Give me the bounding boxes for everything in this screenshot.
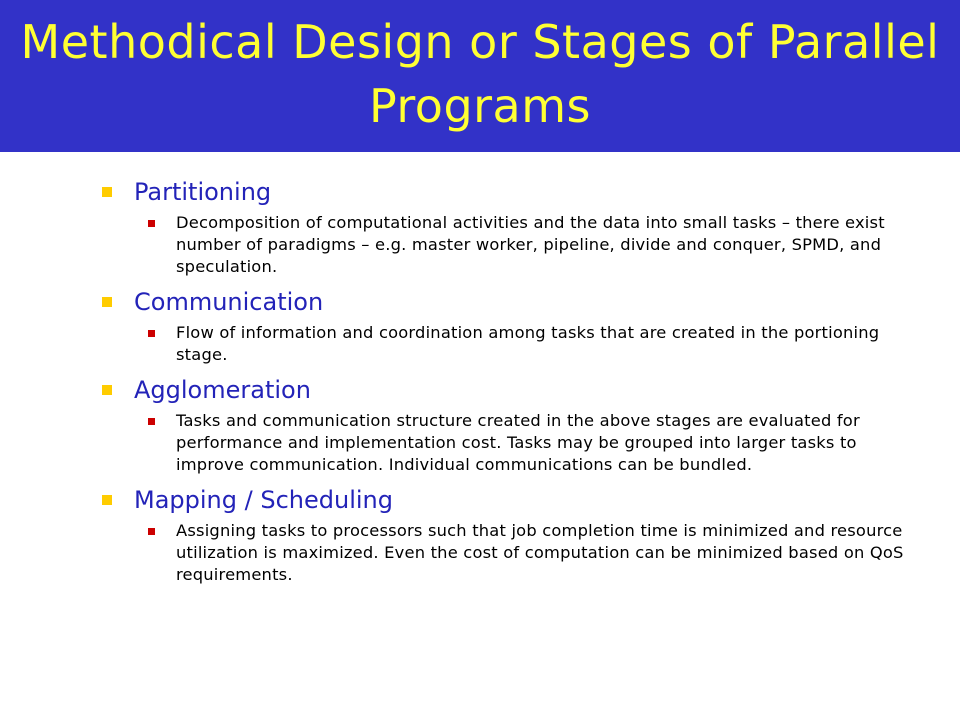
section-partitioning (100, 174, 930, 278)
section-communication (100, 284, 930, 366)
section-mapping-scheduling (100, 482, 930, 586)
section-heading: Communication (134, 288, 324, 316)
section-heading-row (100, 372, 930, 408)
square-bullet-icon (102, 187, 112, 197)
section-description-row (100, 410, 930, 476)
square-bullet-icon (102, 385, 112, 395)
section-description: Tasks and communication structure created in the above stages are evaluated for performance and implementation cost. Tasks may be grouped into larger tasks to improve communication. Individual communications can be bundled. (176, 411, 860, 474)
section-heading-row (100, 174, 930, 210)
section-heading: Mapping / Scheduling (134, 486, 393, 514)
small-square-bullet-icon (148, 220, 155, 227)
section-description: Decomposition of computational activities and the data into small tasks – there exist number of paradigms – e.g. master worker, pipeline, divide and conquer, SPMD, and speculation. (176, 213, 885, 276)
small-square-bullet-icon (148, 330, 155, 337)
section-heading-row (100, 284, 930, 320)
section-heading: Partitioning (134, 178, 272, 206)
section-description-row (100, 212, 930, 278)
small-square-bullet-icon (148, 418, 155, 425)
square-bullet-icon (102, 297, 112, 307)
square-bullet-icon (102, 495, 112, 505)
section-description-row (100, 520, 930, 586)
slide-title: Methodical Design or Stages of Parallel Programs (20, 15, 940, 133)
slide-content (100, 174, 930, 592)
section-description: Flow of information and coordination among tasks that are created in the portioning stage. (176, 323, 880, 364)
section-heading-row (100, 482, 930, 518)
small-square-bullet-icon (148, 528, 155, 535)
title-bar (0, 0, 960, 152)
section-description-row (100, 322, 930, 366)
section-agglomeration (100, 372, 930, 476)
section-heading: Agglomeration (134, 376, 311, 404)
section-description: Assigning tasks to processors such that job completion time is minimized and resource utilization is maximized. Even the cost of computation can be minimized based on QoS requirements. (176, 521, 904, 584)
